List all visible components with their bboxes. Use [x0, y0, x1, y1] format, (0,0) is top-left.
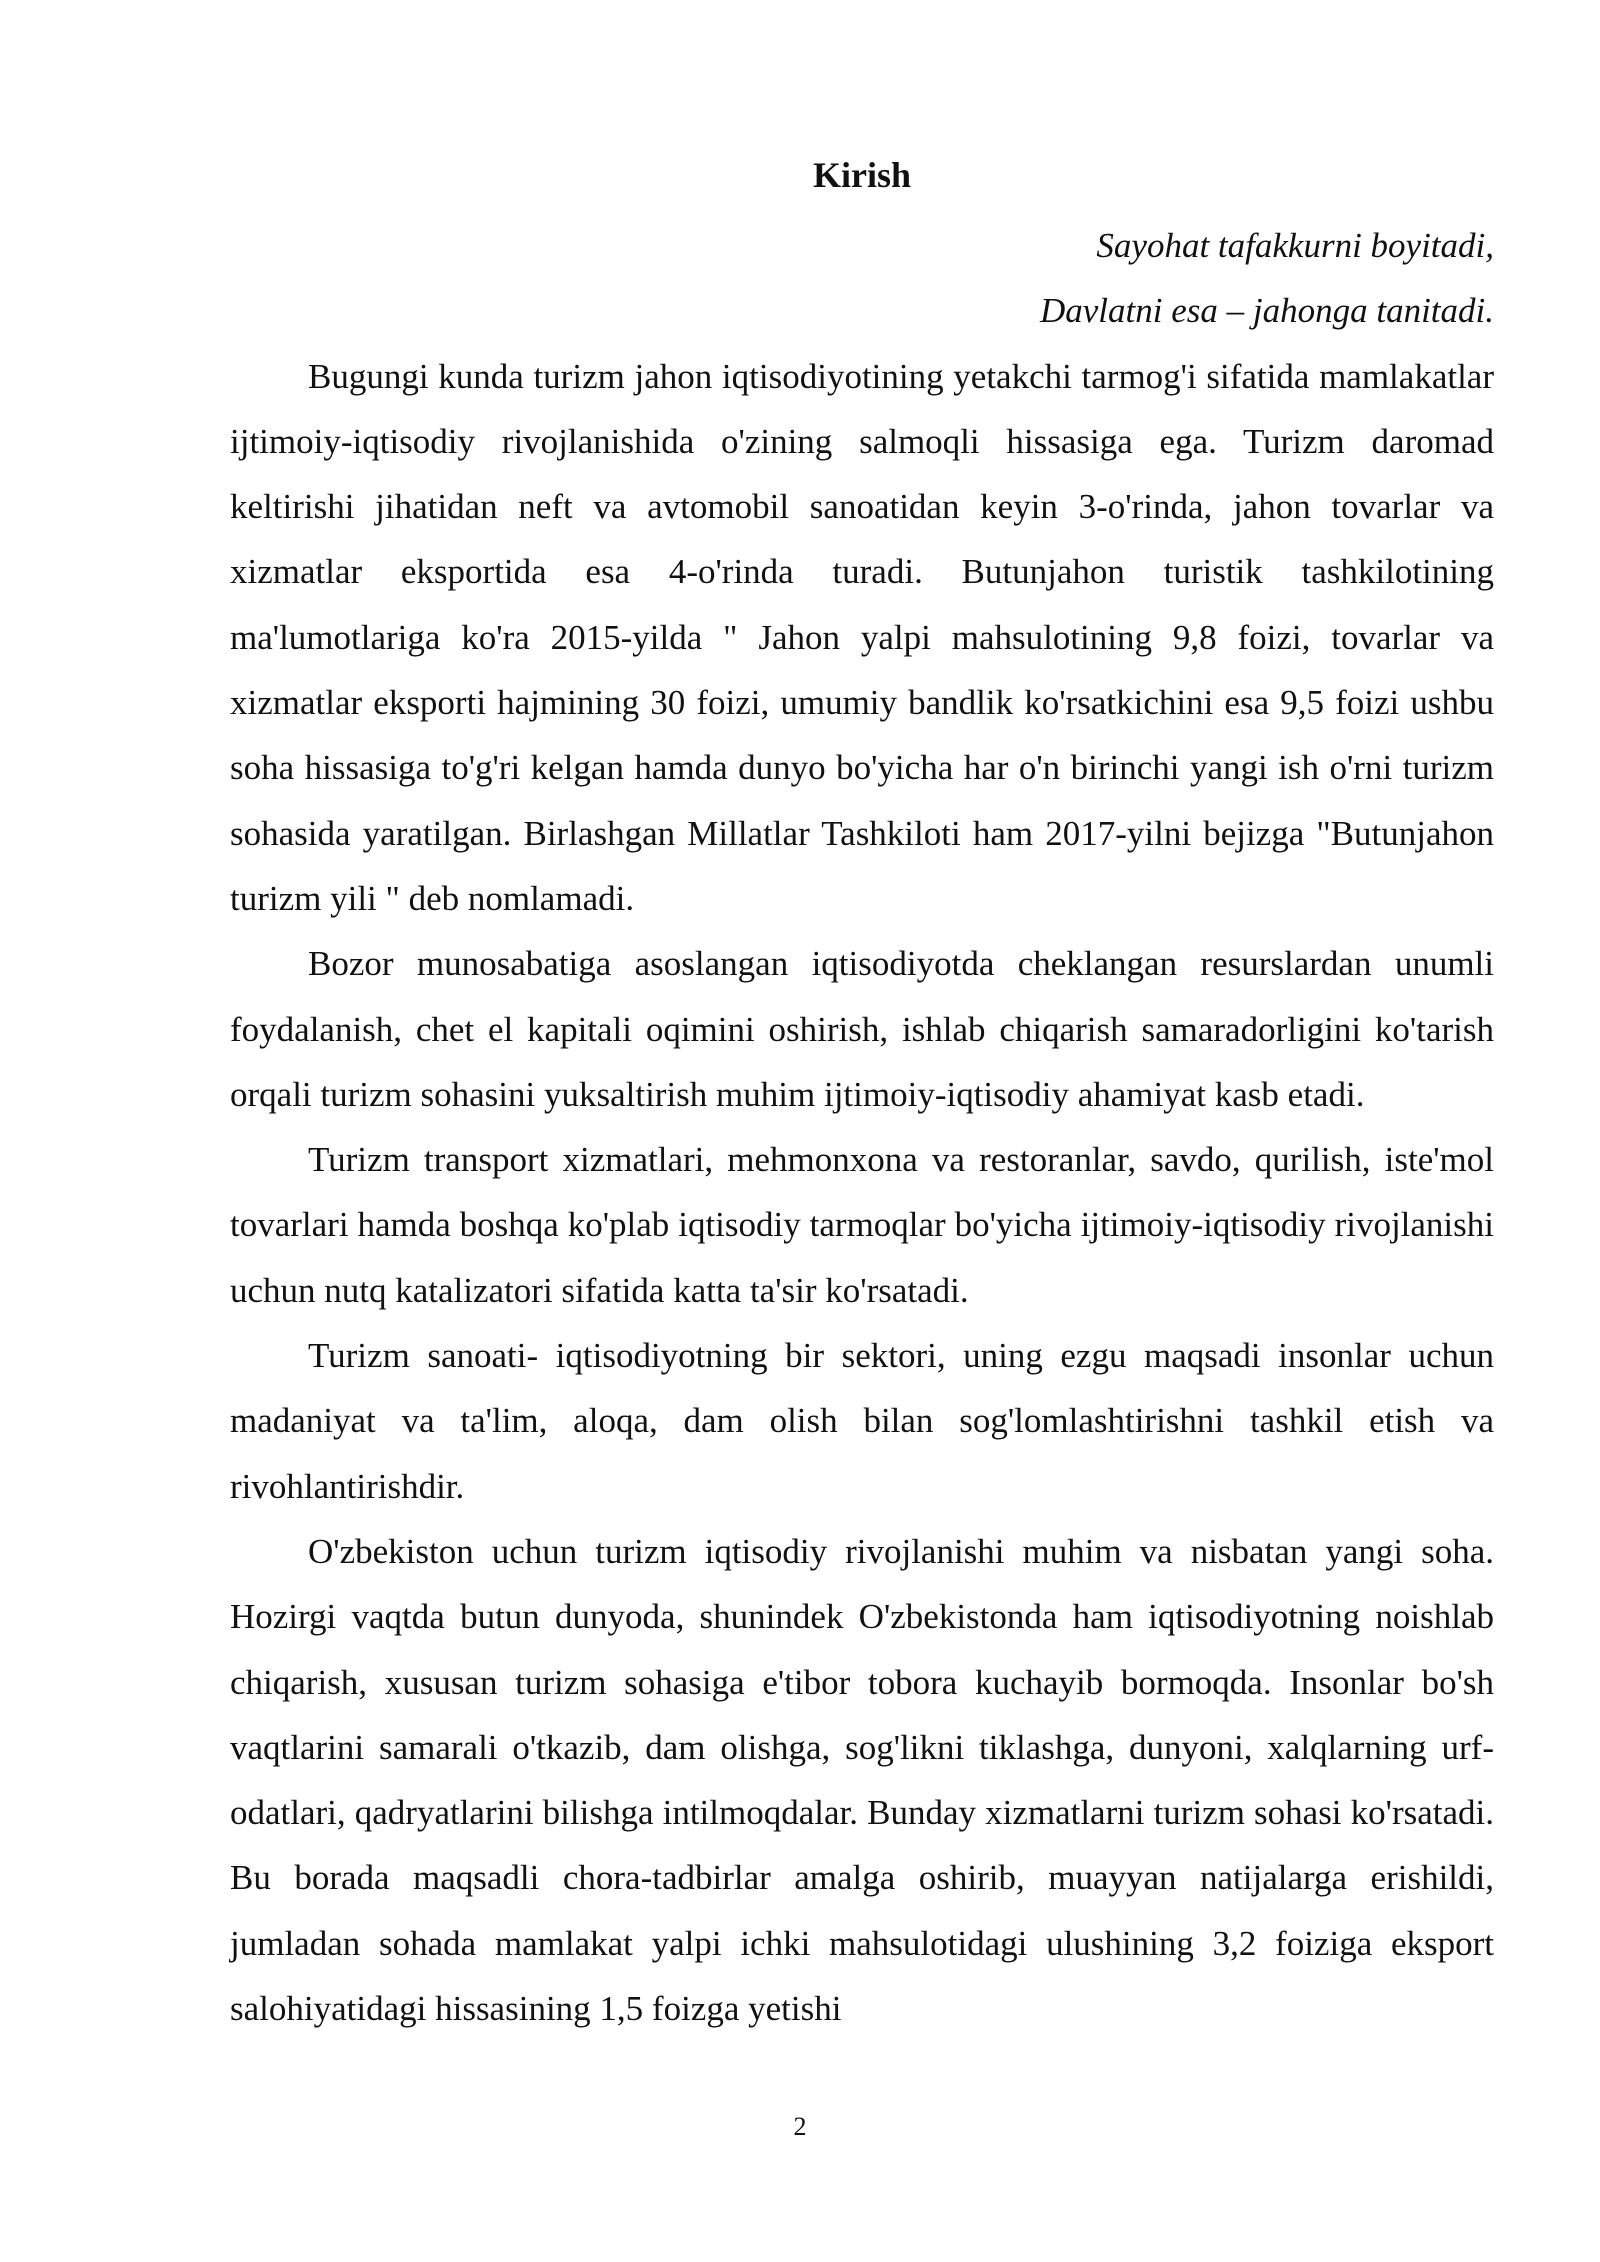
page-title: Kirish [812, 155, 911, 195]
paragraph-2: Bozor munosabatiga asoslangan iqtisodiyotda cheklangan resurslardan unumli foydalanish, chet el kapitali oqimini oshirish, ishlab chiqarish samaradorligini ko'tarish orqali turizm sohasini yuksaltirish muhim ijtimoiy-iqtisodiy ahamiyat kasb etadi. [230, 944, 1494, 1114]
paragraph-1: Bugungi kunda turizm jahon iqtisodiyotining yetakchi tarmog'i sifatida mamlakatlar ijtimoiy-iqtisodiy rivojlanishida o'zining salmoqli hissasiga ega. Turizm daromad keltirishi jihatidan neft va avtomobil sanoatidan keyin 3-o'rinda, jahon tovarlar va xizmatlar eksportida esa 4-o'rinda turadi. Butunjahon turistik tashkilotining ma'lumotlariga ko'ra 2015-yilda " Jahon yalpi mahsulotining 9,8 foizi, tovarlar va xizmatlar eksporti hajmining 30 foizi, umumiy bandlik ko'rsatkichini esa 9,5 foizi ushbu soha hissasiga to'g'ri kelgan hamda dunyo bo'yicha har o'n birinchi yangi ish o'rni turizm sohasida yaratilgan. Birlashgan Millatlar Tashkiloti ham 2017-yilni bejizga "Butunjahon turizm yili " deb nomlamadi. [230, 356, 1494, 918]
page-content [230, 148, 1494, 2041]
paragraph-4: Turizm sanoati- iqtisodiyotning bir sektori, uning ezgu maqsadi insonlar uchun madaniyat va ta'lim, aloqa, dam olish bilan sog'lomlashtirishni tashkil etish va rivohlantirishdir. [230, 1336, 1494, 1506]
epigraph-line-1: Sayohat tafakkurni boyitadi, [1096, 226, 1494, 265]
epigraph-line-2: Davlatni esa – jahonga tanitadi. [1039, 291, 1494, 331]
paragraph-5: O'zbekiston uchun turizm iqtisodiy rivojlanishi muhim va nisbatan yangi soha. Hozirgi vaqtda butun dunyoda, shunindek O'zbekistonda ham iqtisodiyotning noishlab chiqarish, xususan turizm sohasiga e'tibor tobora kuchayib bormoqda. Insonlar bo'sh vaqtlarini samarali o'tkazib, dam olishga, sog'likni tiklashga, dunyoni, xalqlarning urf-odatlari, qadryatlarini bilishga intilmoqdalar. Bunday xizmatlarni turizm sohasi ko'rsatadi. Bu borada maqsadli chora-tadbirlar amalga oshirib, muayyan natijalarga erishildi, jumladan sohada mamlakat yalpi ichki mahsulotidagi ulushining 3,2 foiziga eksport salohiyatidagi hissasining 1,5 foizga yetishi [230, 1531, 1494, 2029]
paragraph-3: Turizm transport xizmatlari, mehmonxona va restoranlar, savdo, qurilish, iste'mol tovarlari hamda boshqa ko'plab iqtisodiy tarmoqlar bo'yicha ijtimoiy-iqtisodiy rivojlanishi uchun nutq katalizatori sifatida katta ta'sir ko'rsatadi. [230, 1140, 1494, 1310]
page-number: 2 [793, 2112, 807, 2141]
